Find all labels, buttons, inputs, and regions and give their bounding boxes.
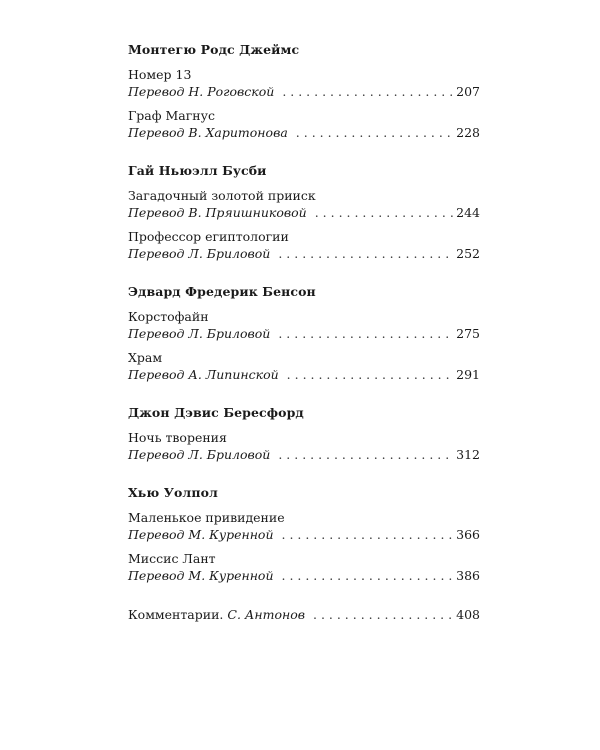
translator-line [128,526,480,543]
translator: Перевод М. Куренной [128,527,274,542]
translator: Перевод В. Пряишниковой [128,205,307,220]
author-heading: Гай Ньюэлл Бусби [128,163,267,178]
translator: Перевод А. Липинской [128,367,279,382]
toc-entry [128,509,480,543]
work-title: Ночь творения [128,430,227,445]
translator-line [128,446,480,463]
translator-line [128,325,480,342]
translator-line [128,366,480,383]
author-heading: Джон Дэвис Бересфорд [128,405,304,420]
work-title: Загадочный золотой прииск [128,188,316,203]
translator-line [128,83,480,100]
work-title: Храм [128,350,163,365]
comments-entry [128,606,480,623]
page-number: 386 [456,568,480,583]
page-number: 207 [456,84,480,99]
translator-line [128,245,480,262]
work-title: Корстофайн [128,309,209,324]
dot-leader [296,124,454,141]
toc-entry [128,308,480,342]
toc-entry [128,66,480,100]
toc-entry [128,550,480,584]
translator-line [128,567,480,584]
toc-entry [128,349,480,383]
dot-leader [278,446,454,463]
dot-leader [315,204,454,221]
comments-author: С. Антонов [227,607,306,622]
dot-leader [313,606,454,623]
toc-section [128,163,480,262]
dot-leader [282,567,455,584]
translator: Перевод Н. Роговской [128,84,275,99]
dot-leader [282,526,455,543]
page-number: 244 [456,205,480,220]
toc-section [128,485,480,584]
comments-line [128,606,480,623]
page-number: 408 [456,607,480,622]
work-title: Профессор египтологии [128,229,289,244]
dot-leader [282,83,454,100]
page-number: 312 [456,447,480,462]
author-heading: Хью Уолпол [128,485,218,500]
dot-leader [278,245,454,262]
toc-entry [128,107,480,141]
toc-entry [128,429,480,463]
author-heading: Монтегю Родс Джеймс [128,42,300,57]
toc-section [128,42,480,141]
page-number: 275 [456,326,480,341]
translator: Перевод М. Куренной [128,568,274,583]
work-title: Граф Магнус [128,108,215,123]
translator: Перевод Л. Бриловой [128,246,271,261]
toc-section [128,405,480,463]
page-number: 228 [456,125,480,140]
toc-entry [128,187,480,221]
comments-label: Комментарии. [128,607,224,622]
table-of-contents [128,42,480,623]
work-title: Номер 13 [128,67,192,82]
page-number: 252 [456,246,480,261]
work-title: Маленькое привидение [128,510,285,525]
author-heading: Эдвард Фредерик Бенсон [128,284,316,299]
work-title: Миссис Лант [128,551,216,566]
page-number: 366 [456,527,480,542]
translator: Перевод Л. Бриловой [128,326,271,341]
toc-entry [128,228,480,262]
translator: Перевод Л. Бриловой [128,447,271,462]
toc-section [128,284,480,383]
dot-leader [278,325,454,342]
translator-line [128,124,480,141]
translator-line [128,204,480,221]
page-number: 291 [456,367,480,382]
dot-leader [287,366,454,383]
translator: Перевод В. Харитонова [128,125,288,140]
